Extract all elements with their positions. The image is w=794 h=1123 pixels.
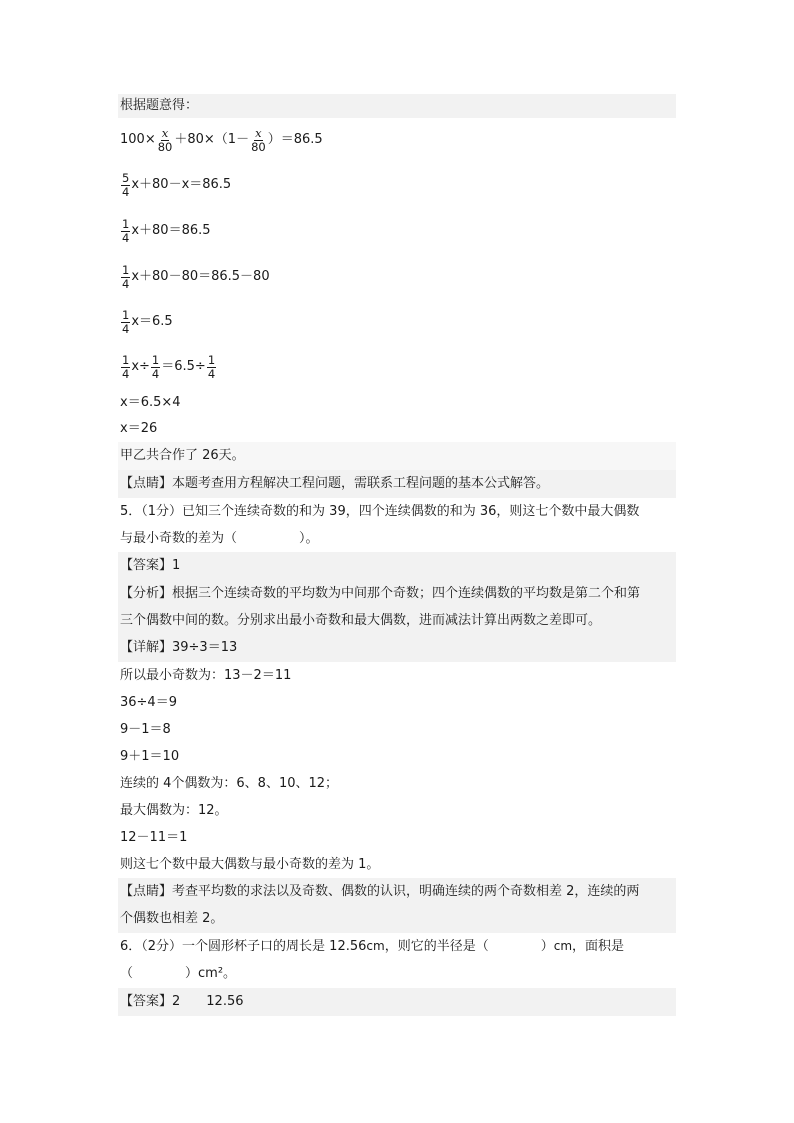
- detail-line: [118, 770, 676, 797]
- fraction: $\frac{1}{4}$: [122, 307, 130, 336]
- detail-line: [118, 716, 676, 743]
- detail-line: [118, 797, 676, 824]
- equation-6: [118, 344, 676, 390]
- line-intro: [118, 94, 676, 118]
- fraction: $\frac{1}{4}$: [122, 216, 130, 245]
- equation-3: [118, 208, 676, 254]
- text-line: 与最小奇数的差为（ ）。: [120, 531, 319, 546]
- text: 12－11＝1: [120, 829, 188, 845]
- text: 【分析】根据三个连续奇数的平均数为中间那个奇数；四个连续偶数的平均数是第二个和第: [120, 586, 641, 601]
- fraction: $\frac{1}{4}$: [151, 352, 160, 381]
- text: 【答案】2: [120, 994, 181, 1009]
- fraction: $\frac{1}{4}$: [122, 262, 130, 291]
- conclusion: [118, 442, 676, 470]
- text-line: 6．（2分）一个圆形杯子口的周长是 12.56cm，则它的半径是（ ）cm，面积是: [120, 939, 625, 954]
- text: 最大偶数为：12。: [120, 802, 228, 818]
- equation-2: [118, 162, 676, 208]
- text: x＝6.5: [131, 314, 173, 329]
- equation-4: [118, 254, 676, 300]
- analysis-5: [118, 580, 676, 634]
- fraction: $\frac{1}{4}$: [122, 352, 130, 381]
- question-6: [118, 933, 676, 987]
- answer-5: [118, 552, 676, 580]
- detail-line: [118, 743, 676, 770]
- text-line: （ ）cm²。: [120, 966, 237, 981]
- text: x＋80－x＝86.5: [131, 177, 232, 192]
- text: ＋80×（1－: [174, 132, 250, 147]
- text: 9＋1＝10: [120, 748, 180, 764]
- text: 甲乙共合作了 26天。: [120, 448, 245, 463]
- question-5: [118, 489, 676, 552]
- equation-7: [118, 390, 676, 416]
- detail-line: [118, 824, 676, 851]
- text: x÷: [131, 359, 150, 374]
- fraction: $\frac{x}{80}$: [251, 125, 266, 154]
- text: 【点睛】考查平均数的求法以及奇数、偶数的认识，明确连续的两个奇数相差 2，连续的两: [120, 884, 640, 899]
- text: 个偶数也相差 2。: [120, 911, 224, 926]
- detail-line: [118, 851, 676, 878]
- text: x＝26: [120, 421, 158, 436]
- text: ＝6.5÷: [161, 359, 206, 374]
- fraction: $\frac{5}{4}$: [122, 170, 130, 199]
- text: 连续的 4个偶数为：6、8、10、12；: [120, 775, 339, 791]
- detail-line: [118, 689, 676, 716]
- text: 三个偶数中间的数。分别求出最小奇数和最大偶数，进而减法计算出两数之差即可。: [120, 613, 602, 628]
- text: 12.56: [206, 994, 244, 1009]
- text: 所以最小奇数为：13－2＝11: [120, 667, 292, 683]
- fraction: $\frac{1}{4}$: [207, 352, 216, 381]
- text: 【详解】39÷3＝13: [120, 640, 238, 655]
- detail-5: [118, 634, 676, 662]
- text: 【点睛】本题考查用方程解决工程问题，需联系工程问题的基本公式解答。: [120, 476, 550, 491]
- equation-8: [118, 416, 676, 442]
- answer-6: [118, 988, 676, 1016]
- document-body: [118, 94, 676, 1016]
- equation-1: [118, 118, 676, 162]
- text: 则这七个数中最大偶数与最小奇数的差为 1。: [120, 856, 380, 872]
- text: x＋80－80＝86.5－80: [131, 269, 270, 284]
- fraction: $\frac{x}{80}$: [157, 125, 173, 154]
- text: 36÷4＝9: [120, 694, 177, 710]
- text: 100×: [120, 132, 156, 147]
- text: x＋80＝86.5: [131, 223, 211, 238]
- text: 9－1＝8: [120, 721, 171, 737]
- equation-5: [118, 300, 676, 344]
- detail-line: [118, 662, 676, 689]
- text: x＝6.5×4: [120, 395, 181, 410]
- text: 【答案】1: [120, 558, 181, 573]
- text: ）＝86.5: [267, 132, 323, 147]
- dianjing-5: [118, 878, 676, 933]
- text: 根据题意得：: [120, 98, 199, 113]
- text: 5．（1分）已知三个连续奇数的和为 39，四个连续偶数的和为 36，则这七个数中最大偶数: [120, 504, 640, 519]
